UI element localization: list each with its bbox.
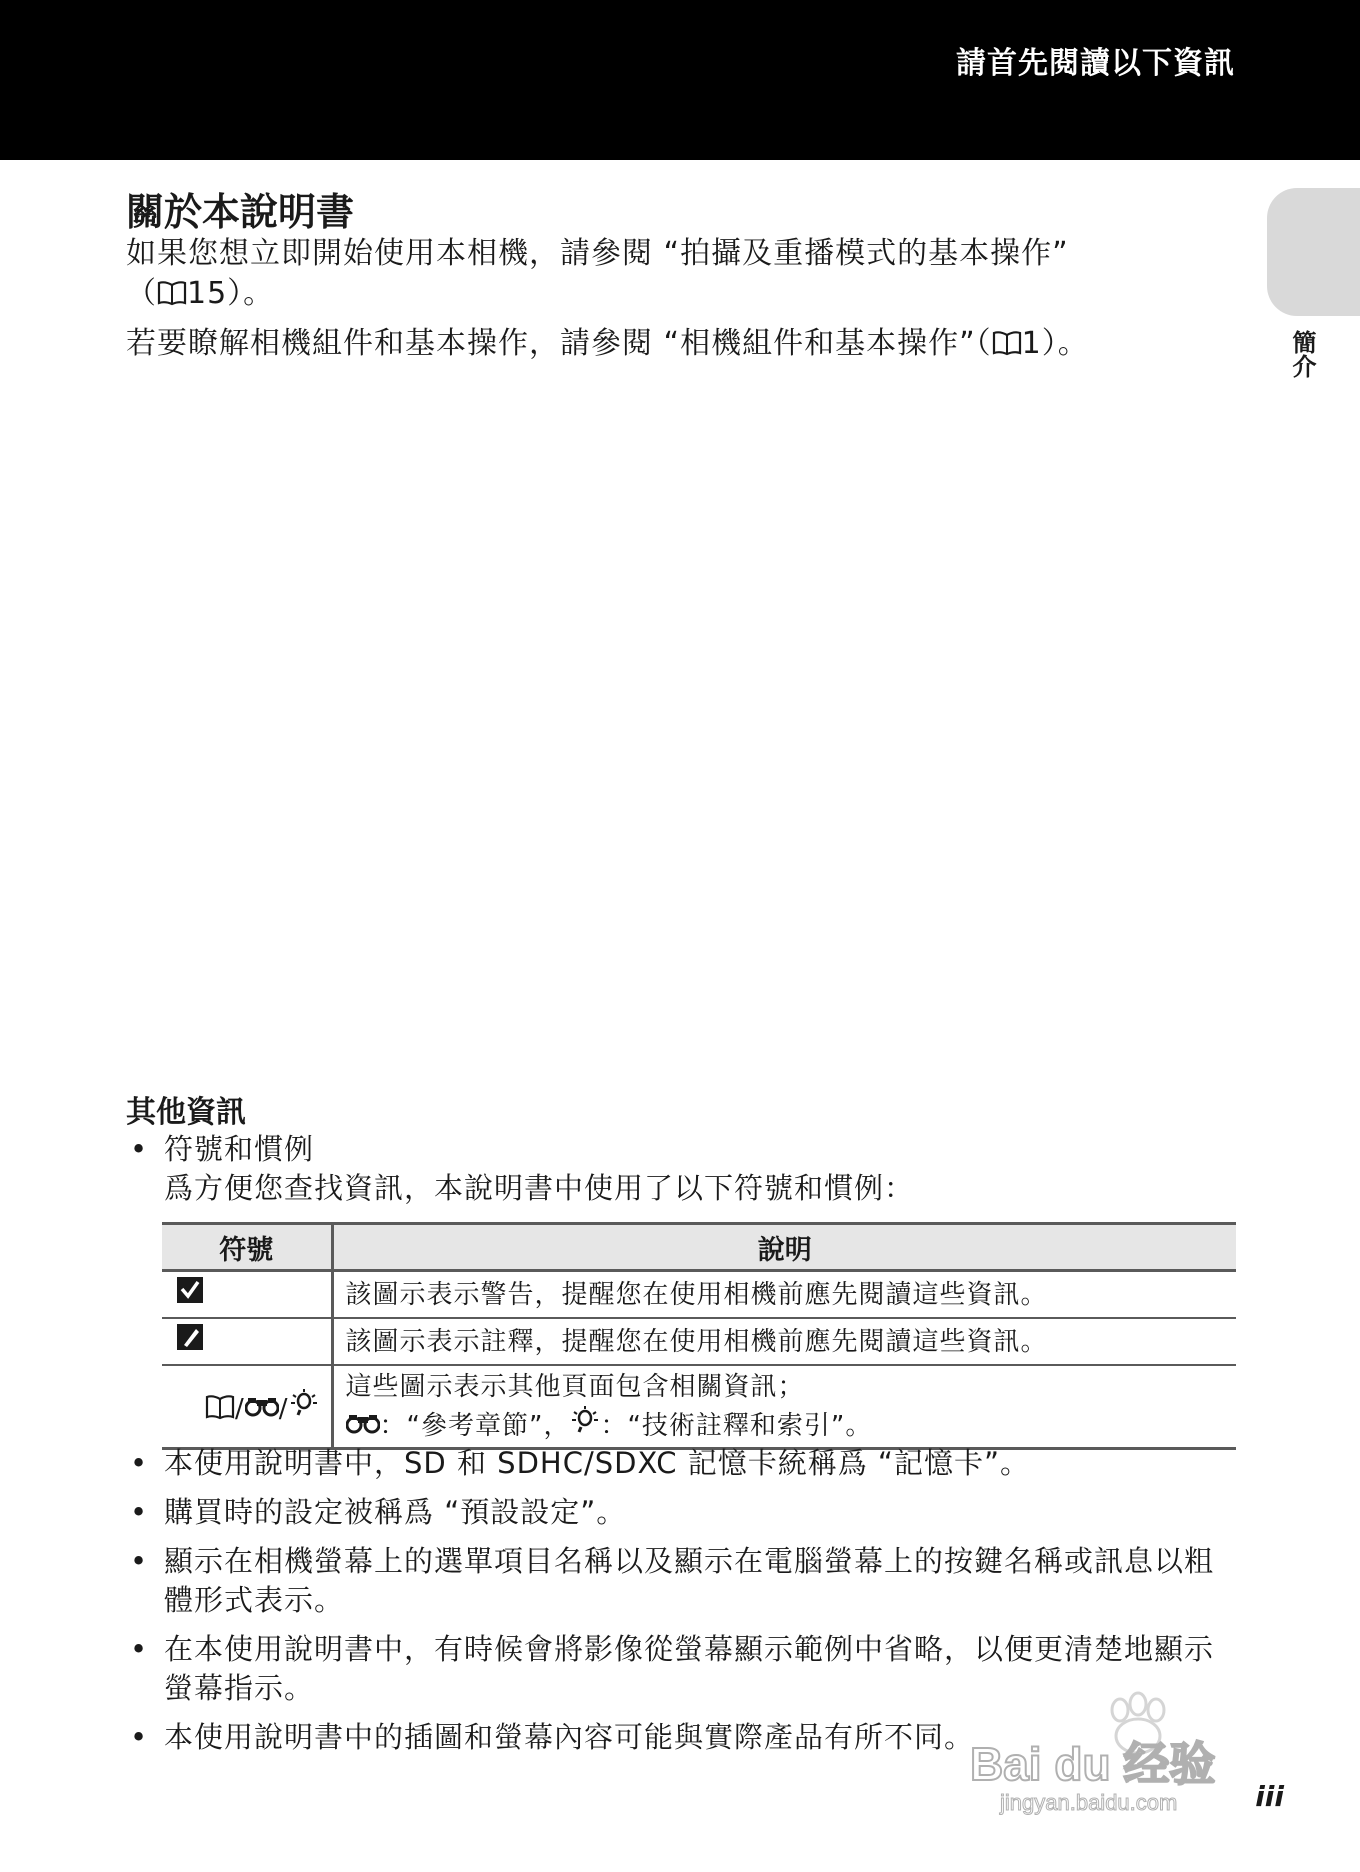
list-item: • 本使用說明書中，SD 和 SDHC/SDXC 記憶卡統稱爲 “記憶卡”。 (130, 1444, 1240, 1483)
book-icon (992, 330, 1022, 356)
other-info-title: 其他資訊 (126, 1095, 246, 1130)
bullet-dot: • (130, 1632, 149, 1666)
list-item: • 顯示在相機螢幕上的選單項目名稱以及顯示在電腦螢幕上的按鍵名稱或訊息以粗體形式表示。 (130, 1544, 1215, 1617)
lightbulb-icon (570, 1404, 600, 1434)
bullet-dot: • (130, 1132, 149, 1166)
list-item: • 本使用說明書中的插圖和螢幕內容可能與實際產品有所不同。 (130, 1718, 1240, 1757)
svg-text:Bai du 经验: Bai du 经验 (970, 1738, 1216, 1790)
bullet-dot: • (130, 1495, 149, 1529)
table-cell-symbol (162, 1365, 332, 1449)
table-header-symbol: 符號 (162, 1224, 332, 1271)
symbols-intro-text: 爲方便您查找資訊，本說明書中使用了以下符號和慣例： (164, 1171, 915, 1205)
bullet-dot: • (130, 1446, 149, 1480)
table-row (162, 1318, 1236, 1365)
table-cell-description: 該圖示表示警告，提醒您在使用相機前應先閱讀這些資訊。 (332, 1271, 1236, 1319)
table-header-description: 說明 (332, 1224, 1236, 1271)
section-tab-label: 簡介 (1288, 330, 1316, 378)
header-bar (0, 0, 1360, 160)
table-row (162, 1365, 1236, 1449)
list-item: • 購買時的設定被稱爲 “預設設定”。 (130, 1493, 1240, 1532)
symbols-table (162, 1222, 1236, 1450)
symbols-heading: 符號和慣例 (164, 1132, 315, 1166)
intro-line-2: 若要瞭解相機組件和基本操作，請參閱 “相機組件和基本操作”（ 1）。 (126, 326, 1089, 361)
book-icon (157, 280, 187, 306)
book-icon (205, 1394, 235, 1420)
note-pencil-icon (176, 1323, 204, 1351)
section-tab (1267, 188, 1360, 316)
about-intro (126, 234, 1236, 364)
bullet-dot: • (130, 1720, 149, 1754)
list-item (130, 1130, 1240, 1208)
table-row (162, 1271, 1236, 1319)
symbols-intro-block (130, 1130, 1240, 1208)
baidu-watermark (960, 1670, 1280, 1820)
table-cell-symbol (162, 1271, 332, 1319)
binoculars-icon (346, 1412, 380, 1434)
warning-check-icon (176, 1276, 204, 1304)
slash: / (278, 1394, 289, 1424)
header-title: 請首先閱讀以下資訊 (956, 46, 1235, 81)
table-cell-description: 這些圖示表示其他頁面包含相關資訊； ：“參考章節”， ：“技術註釋和索引”。 (345, 1372, 873, 1441)
list-item: • 在本使用說明書中，有時候會將影像從螢幕顯示範例中省略，以便更清楚地顯示螢幕指示。 (130, 1632, 1215, 1705)
table-cell-description: 該圖示表示註釋，提醒您在使用相機前應先閱讀這些資訊。 (332, 1318, 1236, 1365)
page-number: iii (1255, 1780, 1284, 1813)
bullet-dot: • (130, 1544, 149, 1578)
about-title: 關於本說明書 (126, 190, 355, 234)
binoculars-icon (245, 1395, 279, 1417)
slash: / (234, 1394, 245, 1424)
svg-text:jingyan.baidu.com: jingyan.baidu.com (1000, 1790, 1178, 1815)
intro-line-1: 如果您想立即開始使用本相機，請參閱 “拍攝及重播模式的基本操作” （ 15）。 (126, 236, 1069, 311)
lightbulb-icon (289, 1387, 319, 1417)
table-cell-symbol (162, 1318, 332, 1365)
